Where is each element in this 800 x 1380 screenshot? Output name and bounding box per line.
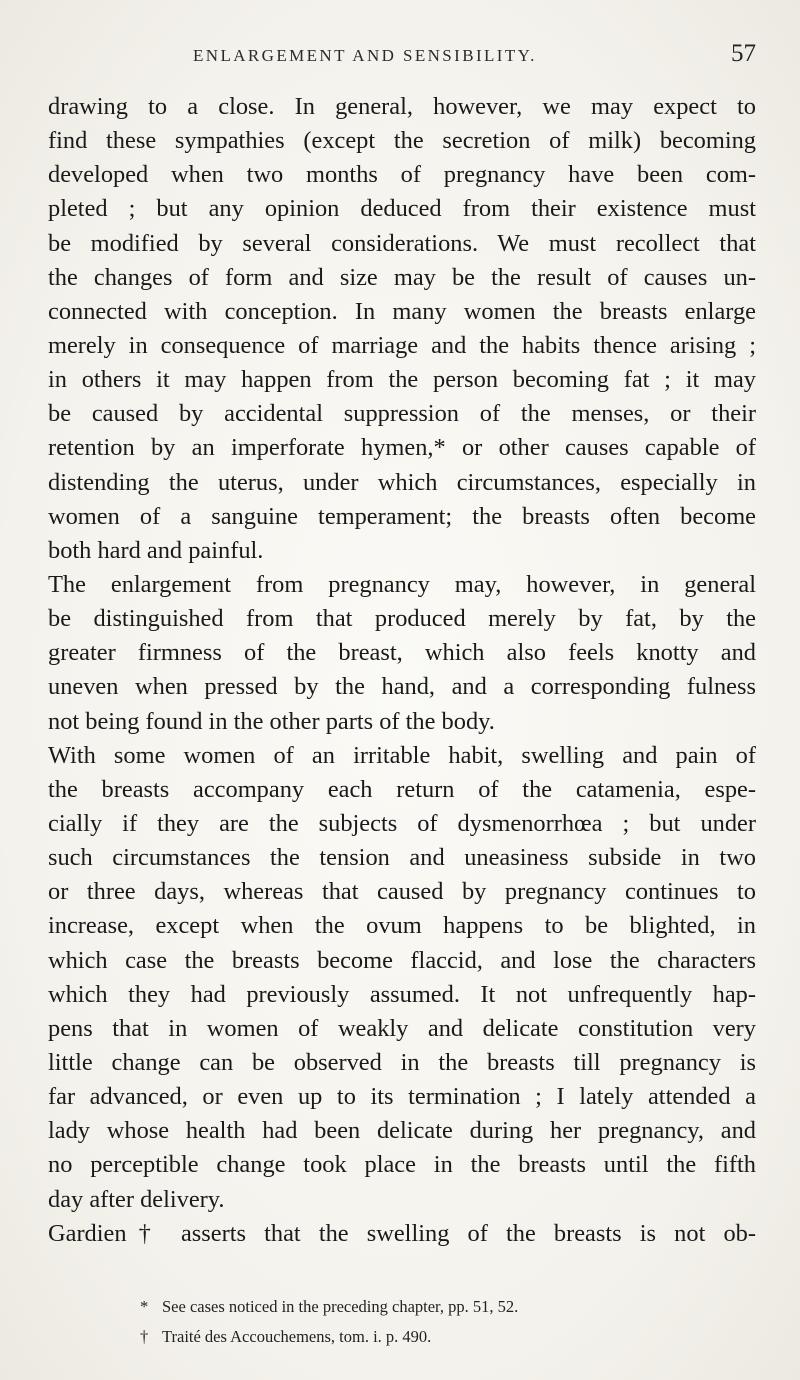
text-line: not being found in the other parts of the body. (48, 707, 495, 735)
text-line: pleted ; but any opinion deduced from their existence must (48, 195, 756, 223)
text-line: the changes of form and size may be the result of causes un- (48, 263, 756, 291)
running-head: ENLARGEMENT AND SENSIBILITY. (193, 46, 537, 65)
text-line: the breasts accompany each return of the catamenia, espe- (48, 775, 756, 803)
text-line: day after delivery. (48, 1185, 225, 1213)
footnote-mark: † (140, 1327, 149, 1346)
text-line: find these sympathies (except the secretion of milk) becoming (48, 127, 756, 155)
text-line: With some women of an irritable habit, swelling and pain of (48, 741, 756, 769)
text-line: which they had previously assumed. It not unfrequently hap- (48, 980, 756, 1008)
text-line: merely in consequence of marriage and the habits thence arising ; (48, 331, 756, 359)
footnote-text: Traité des Accouchemens, tom. i. p. 490. (162, 1327, 432, 1346)
page-number: 57 (731, 40, 756, 67)
text-line: developed when two months of pregnancy have been com- (48, 161, 756, 189)
text-line: increase, except when the ovum happens to be blighted, in (48, 912, 756, 940)
text-line: in others it may happen from the person becoming fat ; it may (48, 366, 756, 394)
footnote (140, 1322, 740, 1352)
text-line: retention by an imperforate hymen,* or other causes capable of (48, 434, 756, 462)
text-line: drawing to a close. In general, however, we may expect to (48, 93, 756, 120)
footnotes (140, 1292, 740, 1352)
footnote-mark: * (140, 1297, 149, 1316)
text-line: far advanced, or even up to its termination ; I lately attended a (48, 1083, 756, 1111)
text-line: pens that in women of weakly and delicate constitution very (48, 1014, 756, 1042)
text-line: connected with conception. In many women the breasts enlarge (48, 297, 756, 325)
text-line: both hard and painful. (48, 536, 264, 564)
text-line: greater firmness of the breast, which also feels knotty and (48, 639, 756, 667)
text-line: which case the breasts become flaccid, and lose the characters (48, 946, 756, 974)
text-line: be distinguished from that produced merely by fat, by the (48, 605, 756, 633)
text-line: women of a sanguine temperament; the breasts often become (48, 502, 756, 530)
page-header (48, 40, 756, 74)
text-line: no perceptible change took place in the breasts until the fifth (48, 1151, 756, 1179)
text-line: distending the uterus, under which circumstances, especially in (48, 468, 756, 496)
text-line: The enlargement from pregnancy may, however, in general (48, 570, 756, 598)
body-text (48, 90, 756, 1251)
text-line: uneven when pressed by the hand, and a corresponding fulness (48, 673, 756, 701)
text-line: Gardien† asserts that the swelling of the breasts is not ob- (48, 1219, 756, 1247)
text-line: cially if they are the subjects of dysmenorrhœa ; but under (48, 809, 756, 837)
text-line: such circumstances the tension and uneasiness subside in two (48, 844, 756, 872)
text-line: lady whose health had been delicate during her pregnancy, and (48, 1117, 756, 1145)
footnote (140, 1292, 740, 1322)
text-line: little change can be observed in the breasts till pregnancy is (48, 1048, 756, 1076)
text-line: be modified by several considerations. We must recollect that (48, 229, 756, 257)
footnote-text: See cases noticed in the preceding chapter, pp. 51, 52. (162, 1297, 519, 1316)
text-line: be caused by accidental suppression of the menses, or their (48, 400, 756, 428)
text-line: or three days, whereas that caused by pregnancy continues to (48, 878, 756, 906)
